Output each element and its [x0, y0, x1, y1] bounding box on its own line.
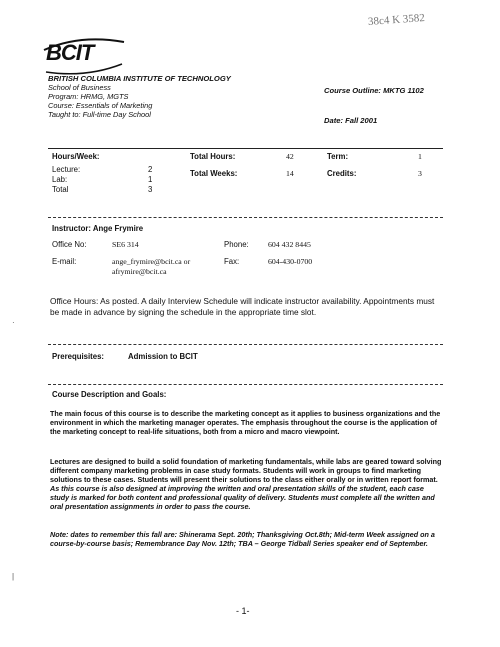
lecture-value: 2 [148, 165, 153, 174]
email-value-2: afrymire@bcit.ca [112, 267, 167, 276]
total-weeks-value: 14 [286, 169, 294, 178]
margin-mark: | [12, 572, 15, 581]
term-value: 1 [418, 152, 422, 161]
divider [48, 344, 443, 345]
credits-label: Credits: [327, 169, 357, 178]
total-hours-value: 42 [286, 152, 294, 161]
email-label: E-mail: [52, 257, 77, 266]
institute-name: BRITISH COLUMBIA INSTITUTE OF TECHNOLOGY [48, 74, 231, 83]
course-desc-paragraph-2 [50, 457, 442, 511]
credits-value: 3 [418, 169, 422, 178]
divider [48, 148, 443, 149]
margin-mark: · [12, 318, 15, 327]
office-hours: Office Hours: As posted. A daily Interview Schedule will indicate instructor availability. Appointments must be made in advance by signing the schedule in the appropriate time slot. [50, 296, 435, 317]
program: Program: HRMG, MGTS [48, 92, 129, 101]
phone-value: 604 432 8445 [268, 240, 311, 249]
phone-label: Phone: [224, 240, 249, 249]
total-label: Total [52, 185, 69, 194]
course-date: Date: Fall 2001 [324, 116, 378, 125]
logo-text: BCIT [46, 40, 94, 65]
prereq-value: Admission to BCIT [128, 352, 198, 361]
lab-label: Lab: [52, 175, 68, 184]
lab-value: 1 [148, 175, 153, 184]
course-name: Course: Essentials of Marketing [48, 101, 153, 110]
prereq-label: Prerequisites: [52, 352, 105, 361]
course-desc-paragraph-2a: Lectures are designed to build a solid foundation of marketing fundamentals, while labs are geared toward solving different company marketing problems in case study formats. Students will work in groups to find marketing solutions to these cases. Students will present their solutions to the class either orally or in written report format. [50, 457, 442, 484]
taught-to: Taught to: Full-time Day School [48, 110, 151, 119]
office-value: SE6 314 [112, 240, 139, 249]
course-desc-heading: Course Description and Goals: [52, 390, 167, 399]
divider [48, 217, 443, 218]
lecture-label: Lecture: [52, 165, 81, 174]
course-desc-paragraph-2b: As this course is also designed at improving the written and oral presentation skills of the student, each case study is marked for both content and professional quality of delivery. Students must complete all the written and oral presentation assignments in order to pass the course. [50, 484, 435, 511]
email-value-1: ange_frymire@bcit.ca or [112, 257, 191, 266]
hours-week-label: Hours/Week: [52, 152, 100, 161]
course-desc-note: Note: dates to remember this fall are: Shinerama Sept. 20th; Thanksgiving Oct.8th; Mid-term Week assigned on a course-by-course basis; Remembrance Day Nov. 12th; TBA – George Tidball Series speaker end of September. [50, 530, 435, 548]
course-outline: Course Outline: MKTG 1102 [324, 86, 424, 95]
total-value: 3 [148, 185, 153, 194]
office-label: Office No: [52, 240, 87, 249]
school-name: School of Business [48, 83, 111, 92]
course-desc-paragraph-1: The main focus of this course is to describe the marketing concept as it applies to business organizations and the environment in which the marketing manager operates. The emphasis throughout the course is the application of the marketing concept to real-life situations, both from a micro and macro viewpoint. [50, 409, 441, 436]
fax-value: 604-430-0700 [268, 257, 313, 266]
page-number: - 1- [236, 606, 250, 616]
instructor-heading: Instructor: Ange Frymire [52, 224, 144, 233]
total-weeks-label: Total Weeks: [190, 169, 238, 178]
scan-annotation: 38c4 K 3582 [367, 12, 426, 28]
total-hours-label: Total Hours: [190, 152, 236, 161]
term-label: Term: [327, 152, 349, 161]
fax-label: Fax: [224, 257, 240, 266]
divider [48, 384, 443, 385]
